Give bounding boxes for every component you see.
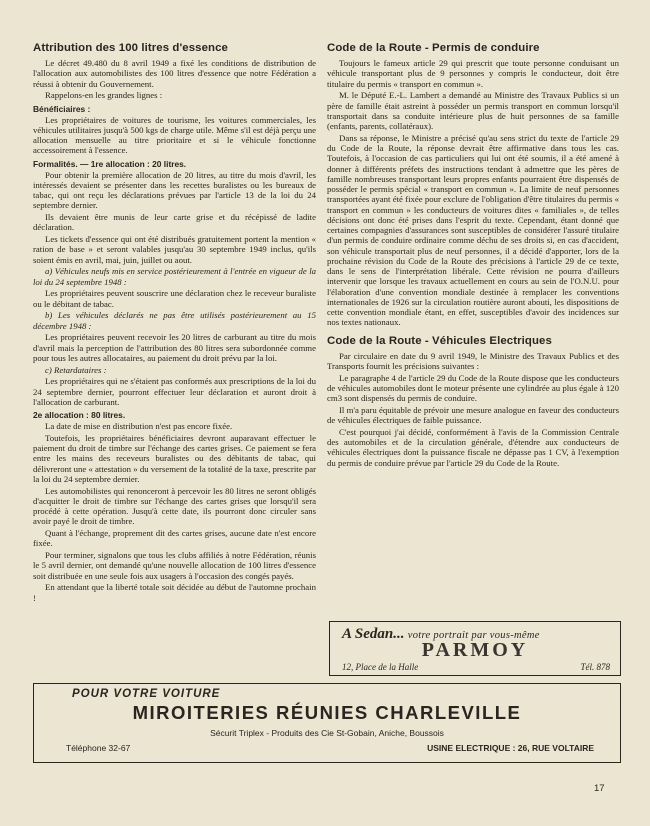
paragraph: Dans sa réponse, le Ministre a précisé qu'au sens strict du texte de l'article 29 du Code de la Route, la réponse devrait être affirmative dans tous les cas. Toutefois, à l'occasion de cas particuliers qui lui ont été soumis, il a été amené à donner à différents préfets des instructions tendant à admettre que les pères de famille nombreuses transportant leurs propres enfants pourraient être dispensés de posséder le permis spécial « transport en commun ». La limite de neuf personnes transportées ayant été fixée pour exclure de l'obligation d'être titulaires du permis « transport en commun » les conducteurs de voitures dites « familiales », de telles décisions ont donc été prises dans l'esprit du texte. Cependant, étant donné que certaines compagnies d'assurances sont susceptibles de considérer l'assuré titulaire d'un permis de conduire ordinaire comme déchu de ses droits si, en cas d'accident, son véhicule transportait plus de neuf personnes, il a décidé d'apporter, lors de la prochaine révision du Code de la Route des précisions à l'article 29 de ce texte, dans le sens de l'interprétation libérale. Cette révision ne pourra d'ailleurs intervenir que lorsque les travaux actuellement en cours au sein de l'O.N.U. pour l'élaboration d'une convention mondiale destinée à remplacer les conventions internationales de 1926 sur la circulation routière auront abouti, les dispositions de cette convention mondiale étant, en effet, susceptibles d'avoir des incidences sur nos textes nationaux. <box>327 132 619 328</box>
advertisement-miroiteries <box>33 683 621 763</box>
paragraph-italic: b) Les véhicules déclarés ne pas être utilisés postérieurement au 15 décembre 1948 : <box>33 310 316 331</box>
paragraph-italic: a) Véhicules neufs mis en service postérieurement à l'entrée en vigueur de la loi du 24 septembre 1948 : <box>33 266 316 287</box>
paragraph: La date de mise en distribution n'est pas encore fixée. <box>45 421 233 431</box>
article-title-permis: Code de la Route - Permis de conduire <box>327 42 540 54</box>
page-number: 17 <box>594 783 605 794</box>
article-title-essence: Attribution des 100 litres d'essence <box>33 42 228 54</box>
miroiteries-subtitle: Sécurit Triplex - Produits des Cie St-Gobain, Aniche, Boussois <box>210 728 444 738</box>
miroiteries-phone: Téléphone 32-67 <box>66 743 131 753</box>
paragraph: Les propriétaires peuvent recevoir les 20 litres de carburant au titre du mois d'avril mais la perception de l'attribution des 80 litres sera subordonnée comme pour tous les autres allocataires, au paiement du droit prévu par la loi. <box>33 332 316 363</box>
paragraph: Rappelons-en les grandes lignes : <box>45 90 163 101</box>
paragraph: Pour obtenir la première allocation de 20 litres, au titre du mois d'avril, les intéressés devaient se présenter dans les recettes buralistes ou les bureaux de tabac, qui ont reçu les déclarations prévues par l'article 13 de la loi du 24 septembre dernier. <box>33 169 316 211</box>
paragraph: Les automobilistes qui renonceront à percevoir les 80 litres ne seront obligés d'acquitter le droit de timbre sur l'échange des cartes grises que lorsqu'il sera procédé à cette opération. Jusqu'à cette date, ils pourront donc circuler sans avoir payé le droit de timbre. <box>33 485 316 527</box>
paragraph: Les propriétaires qui ne s'étaient pas conformés aux prescriptions de la loi du 24 septembre dernier, pourront effectuer leur déclaration et auront droit à l'allocation de carburant. <box>33 376 316 407</box>
paragraph: Toujours le fameux article 29 qui prescrit que toute personne conduisant un véhicule transportant plus de 9 personnes y compris le conducteur, doit être titulaire du permis « transport en commun ». <box>327 58 619 89</box>
left-column <box>33 38 316 604</box>
paragraph: M. le Député E.-L. Lambert a demandé au Ministre des Travaux Publics si un père de famille était astreint à posséder un permis transport en commun lorsqu'il transportait dans sa conduite intérieure plus de huit personnes de sa famille (enfants, parents, collatéraux). <box>327 90 619 131</box>
paragraph-italic: c) Retardataires : <box>45 364 107 375</box>
paragraph: C'est pourquoi j'ai décidé, conformément à l'avis de la Commission Centrale des automobiles et de la circulation générale, d'étendre aux conducteurs de véhicules électriques dont la puissance fiscale ne dépasse pas 1 CV, à l'exemption du permis de conduire prévue par l'article 29 du Code de la Route. <box>327 426 619 468</box>
parmoy-brand: A Sedan... <box>342 626 405 642</box>
parmoy-slogan: votre portrait par vous-même <box>407 630 540 641</box>
miroiteries-address: USINE ELECTRIQUE : 26, RUE VOLTAIRE <box>427 743 594 753</box>
subheading-formalites: Formalités. — 1re allocation : 20 litres. <box>33 158 187 169</box>
subheading-beneficiaires: Bénéficiaires : <box>33 103 91 114</box>
paragraph: Le paragraphe 4 de l'article 29 du Code de la Route dispose que les conducteurs de véhicules automobiles dont le moteur présente une cylindrée au plus égale à 120 cm3 sont dispensés du permis de conduire. <box>327 372 619 403</box>
article-title-electriques: Code de la Route - Véhicules Electriques <box>327 334 552 347</box>
paragraph: Les tickets d'essence qui ont été distribués gratuitement portent la mention « ration de base » et seront valables jusqu'au 30 septembre 1949 inclus, qu'ils soient émis en avril, mai, juin, juillet ou aout. <box>33 234 316 265</box>
paragraph: Toutefois, les propriétaires bénéficiaires devront auparavant effectuer le paiement du droit de timbre sur l'échange des cartes grises. Ce paiement se fera entre les mains des receveurs buralistes ou des débitants de tabac, qui délivreront une « attestation » du versement de la totalité de la taxe, prescrite par la loi du 24 septembre dernier. <box>33 432 316 484</box>
paragraph: Quant à l'échange, proprement dit des cartes grises, aucune date n'est encore fixée. <box>33 528 316 549</box>
advertisement-parmoy <box>329 621 621 676</box>
miroiteries-name: MIROITERIES RÉUNIES CHARLEVILLE <box>132 702 522 723</box>
paragraph: Pour terminer, signalons que tous les clubs affiliés à notre Fédération, réunis le 5 avril dernier, ont demandé qu'une nouvelle allocation de 100 litres d'essence soit distribuée en une seule fois aux usagers à l'occasion des congés payés. <box>33 550 316 581</box>
paragraph: Il m'a paru équitable de prévoir une mesure analogue en faveur des conducteurs de véhicules électriques de faible puissance. <box>327 404 619 425</box>
paragraph: Ils devaient être munis de leur carte grise et du récépissé de ladite déclaration. <box>33 212 316 233</box>
paragraph: En attendant que la liberté totale soit décidée au début de l'automne prochain ! <box>33 582 316 603</box>
miroiteries-tagline: POUR VOTRE VOITURE <box>72 688 221 700</box>
parmoy-name: PARMOY <box>421 639 529 661</box>
paragraph: Les propriétaires de voitures de tourisme, les voitures commerciales, les véhicules utilitaires jusqu'à 500 kgs de charge utile. Même s'il est déjà perçu une allocation mensuelle au titre prioritaire et si le véhicule fonctionne accessoirement à l'essence. <box>33 114 316 156</box>
paragraph: Le décret 49.480 du 8 avril 1949 a fixé les conditions de distribution de l'allocation aux automobilistes des 100 litres d'essence que notre Fédération a réussi à obtenir du Gouvernement. <box>33 58 316 89</box>
parmoy-phone: Tél. 878 <box>580 662 610 672</box>
paragraph: Par circulaire en date du 9 avril 1949, le Ministre des Travaux Publics et des Transports fournit les précisions suivantes : <box>327 350 619 371</box>
paragraph: Les propriétaires peuvent souscrire une déclaration chez le receveur buraliste ou le débitant de tabac. <box>33 288 316 309</box>
right-column <box>327 38 619 469</box>
subheading-allocation-80: 2e allocation : 80 litres. <box>33 410 126 420</box>
parmoy-address: 12, Place de la Halle <box>342 662 419 672</box>
